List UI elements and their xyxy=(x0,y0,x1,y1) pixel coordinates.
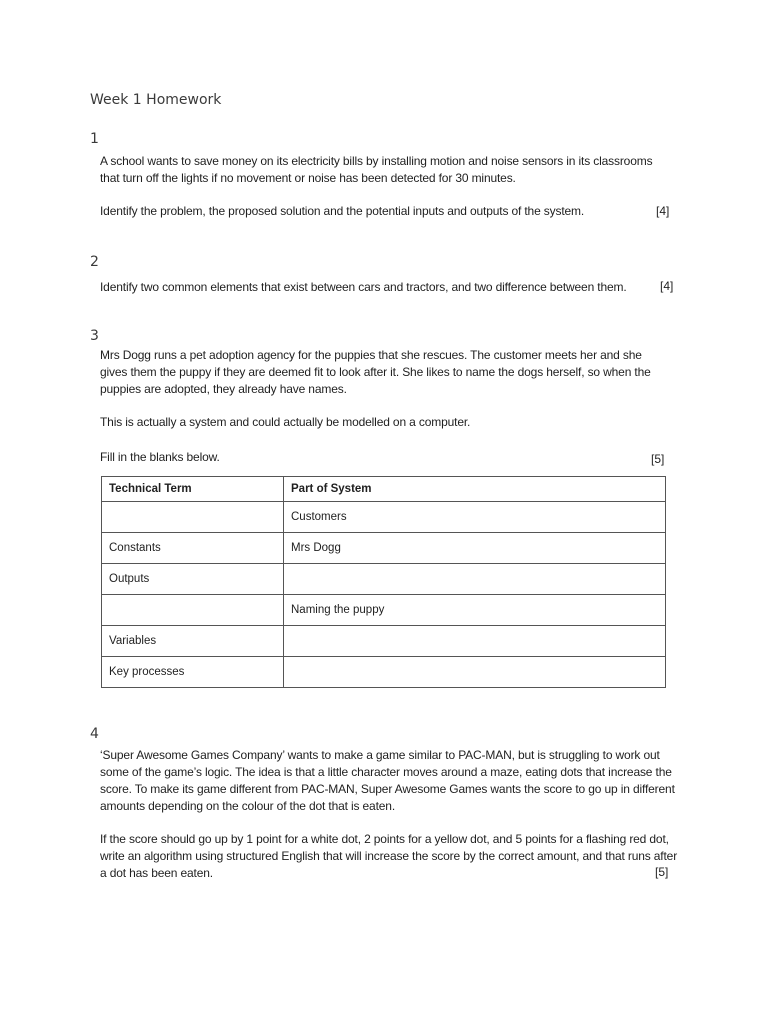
table-cell xyxy=(284,626,666,657)
table-cell xyxy=(102,502,284,533)
table-cell: Variables xyxy=(102,626,284,657)
table-header-row xyxy=(102,477,666,502)
question-3-marks: [5] xyxy=(651,452,665,466)
question-1-task: Identify the problem, the proposed solution and the potential inputs and outputs of the system. xyxy=(100,204,585,218)
table-cell: Customers xyxy=(284,502,666,533)
question-2-number: 2 xyxy=(90,254,99,270)
question-1-marks: [4] xyxy=(656,204,670,218)
question-3-number: 3 xyxy=(90,328,99,344)
question-2-marks: [4] xyxy=(660,279,674,293)
table-row xyxy=(102,626,666,657)
question-1-number: 1 xyxy=(90,131,99,147)
page-title: Week 1 Homework xyxy=(90,92,222,108)
table-row xyxy=(102,595,666,626)
question-4-text: ‘Super Awesome Games Company’ wants to make a game similar to PAC-MAN, but is struggling to work out some of the game’s logic. The idea is that a little character moves around a maze, eating dots that increase the score. To make its game different from PAC-MAN, Super Awesome Games wants the score to go up in different amounts depending on the colour of the dot that is eaten. xyxy=(100,748,675,813)
system-table xyxy=(101,476,666,688)
question-4-number: 4 xyxy=(90,726,99,742)
table-header-technical-term: Technical Term xyxy=(102,477,284,502)
question-2-text: Identify two common elements that exist between cars and tractors, and two difference between them. xyxy=(100,280,627,294)
table-row xyxy=(102,502,666,533)
question-3-text-2: This is actually a system and could actually be modelled on a computer. xyxy=(100,415,471,429)
question-1-text: A school wants to save money on its electricity bills by installing motion and noise sensors in its classrooms that turn off the lights if no movement or noise has been detected for 30 minutes. xyxy=(100,154,653,185)
question-3-text: Mrs Dogg runs a pet adoption agency for the puppies that she rescues. The customer meets her and she gives them the puppy if they are deemed fit to look after it. She likes to name the dogs herself, so when the puppies are adopted, they already have names. xyxy=(100,348,651,396)
table-cell: Key processes xyxy=(102,657,284,688)
question-4-task: If the score should go up by 1 point for a white dot, 2 points for a yellow dot, and 5 points for a flashing red dot, write an algorithm using structured English that will increase the score by the correct amount, and that runs after a dot has been eaten. xyxy=(100,832,678,880)
table-cell xyxy=(284,657,666,688)
table-row xyxy=(102,564,666,595)
table-cell xyxy=(284,564,666,595)
table-header-part-of-system: Part of System xyxy=(284,477,666,502)
table-row xyxy=(102,533,666,564)
table-cell: Naming the puppy xyxy=(284,595,666,626)
question-4-marks: [5] xyxy=(655,865,669,879)
table-cell: Constants xyxy=(102,533,284,564)
table-cell: Mrs Dogg xyxy=(284,533,666,564)
table-cell xyxy=(102,595,284,626)
question-3-instruction: Fill in the blanks below. xyxy=(100,450,220,464)
table-row xyxy=(102,657,666,688)
table-cell: Outputs xyxy=(102,564,284,595)
